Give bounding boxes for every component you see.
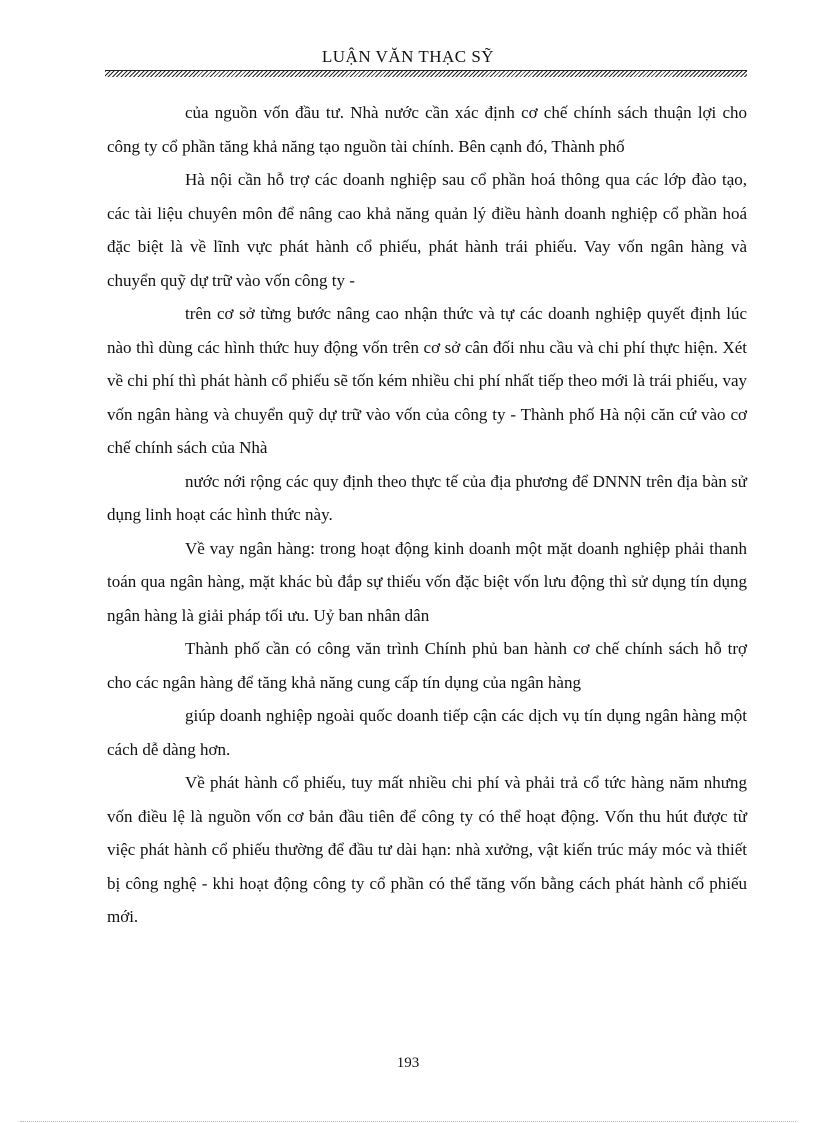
paragraph-3: trên cơ sở từng bước nâng cao nhận thức và tự các doanh nghiệp quyết định lúc nào thì dùng các hình thức huy động vốn trên cơ sở cân đối nhu cầu và chi phí thực hiện. Xét về chi phí thì phát hành cổ phiếu sẽ tốn kém nhiều chi phí nhất tiếp theo mới là trái phiếu, vay vốn ngân hàng và chuyển quỹ dự trữ vào vốn của công ty - Thành phố Hà nội căn cứ vào cơ chế chính sách của Nhà <box>107 304 747 457</box>
paragraph-5: Về vay ngân hàng: trong hoạt động kinh doanh một mặt doanh nghiệp phải thanh toán qua ngân hàng, mặt khác bù đắp sự thiếu vốn đặc biệt vốn lưu động thì sử dụng tín dụng ngân hàng là giải pháp tối ưu. Uỷ ban nhân dân <box>107 538 747 625</box>
document-body <box>107 96 747 934</box>
page-number: 193 <box>396 1055 420 1071</box>
running-header: LUẬN VĂN THẠC SỸ <box>321 47 495 66</box>
paragraph-8: Về phát hành cổ phiếu, tuy mất nhiều chi phí và phải trả cổ tức hàng năm nhưng vốn điều lệ là nguồn vốn cơ bản đầu tiên để công ty có thể hoạt động. Vốn thu hút được từ việc phát hành cổ phiếu thường để đầu tư dài hạn: nhà xưởng, vật kiến trúc máy móc và thiết bị công nghệ - khi hoạt động công ty cổ phần có thể tăng vốn bằng cách phát hành cổ phiếu mới. <box>107 773 747 926</box>
page-bottom-border <box>20 1121 796 1122</box>
paragraph-4: nước nới rộng các quy định theo thực tế của địa phương để DNNN trên địa bàn sử dụng linh hoạt các hình thức này. <box>107 471 747 524</box>
paragraph-1: của nguồn vốn đầu tư. Nhà nước cần xác định cơ chế chính sách thuận lợi cho công ty cổ phần tăng khả năng tạo nguồn tài chính. Bên cạnh đó, Thành phố <box>107 103 747 156</box>
paragraph-2: Hà nội cần hỗ trợ các doanh nghiệp sau cổ phần hoá thông qua các lớp đào tạo, các tài liệu chuyên môn để nâng cao khả năng quản lý điều hành doanh nghiệp cổ phần hoá đặc biệt là về lĩnh vực phát hành cổ phiếu, phát hành trái phiếu. Vay vốn ngân hàng và chuyển quỹ dự trữ vào vốn công ty - <box>107 170 747 290</box>
header-rule <box>105 70 747 77</box>
paragraph-6: Thành phố cần có công văn trình Chính phủ ban hành cơ chế chính sách hỗ trợ cho các ngân hàng để tăng khả năng cung cấp tín dụng của ngân hàng <box>107 639 747 692</box>
paragraph-7: giúp doanh nghiệp ngoài quốc doanh tiếp cận các dịch vụ tín dụng ngân hàng một cách dễ dàng hơn. <box>107 706 747 759</box>
